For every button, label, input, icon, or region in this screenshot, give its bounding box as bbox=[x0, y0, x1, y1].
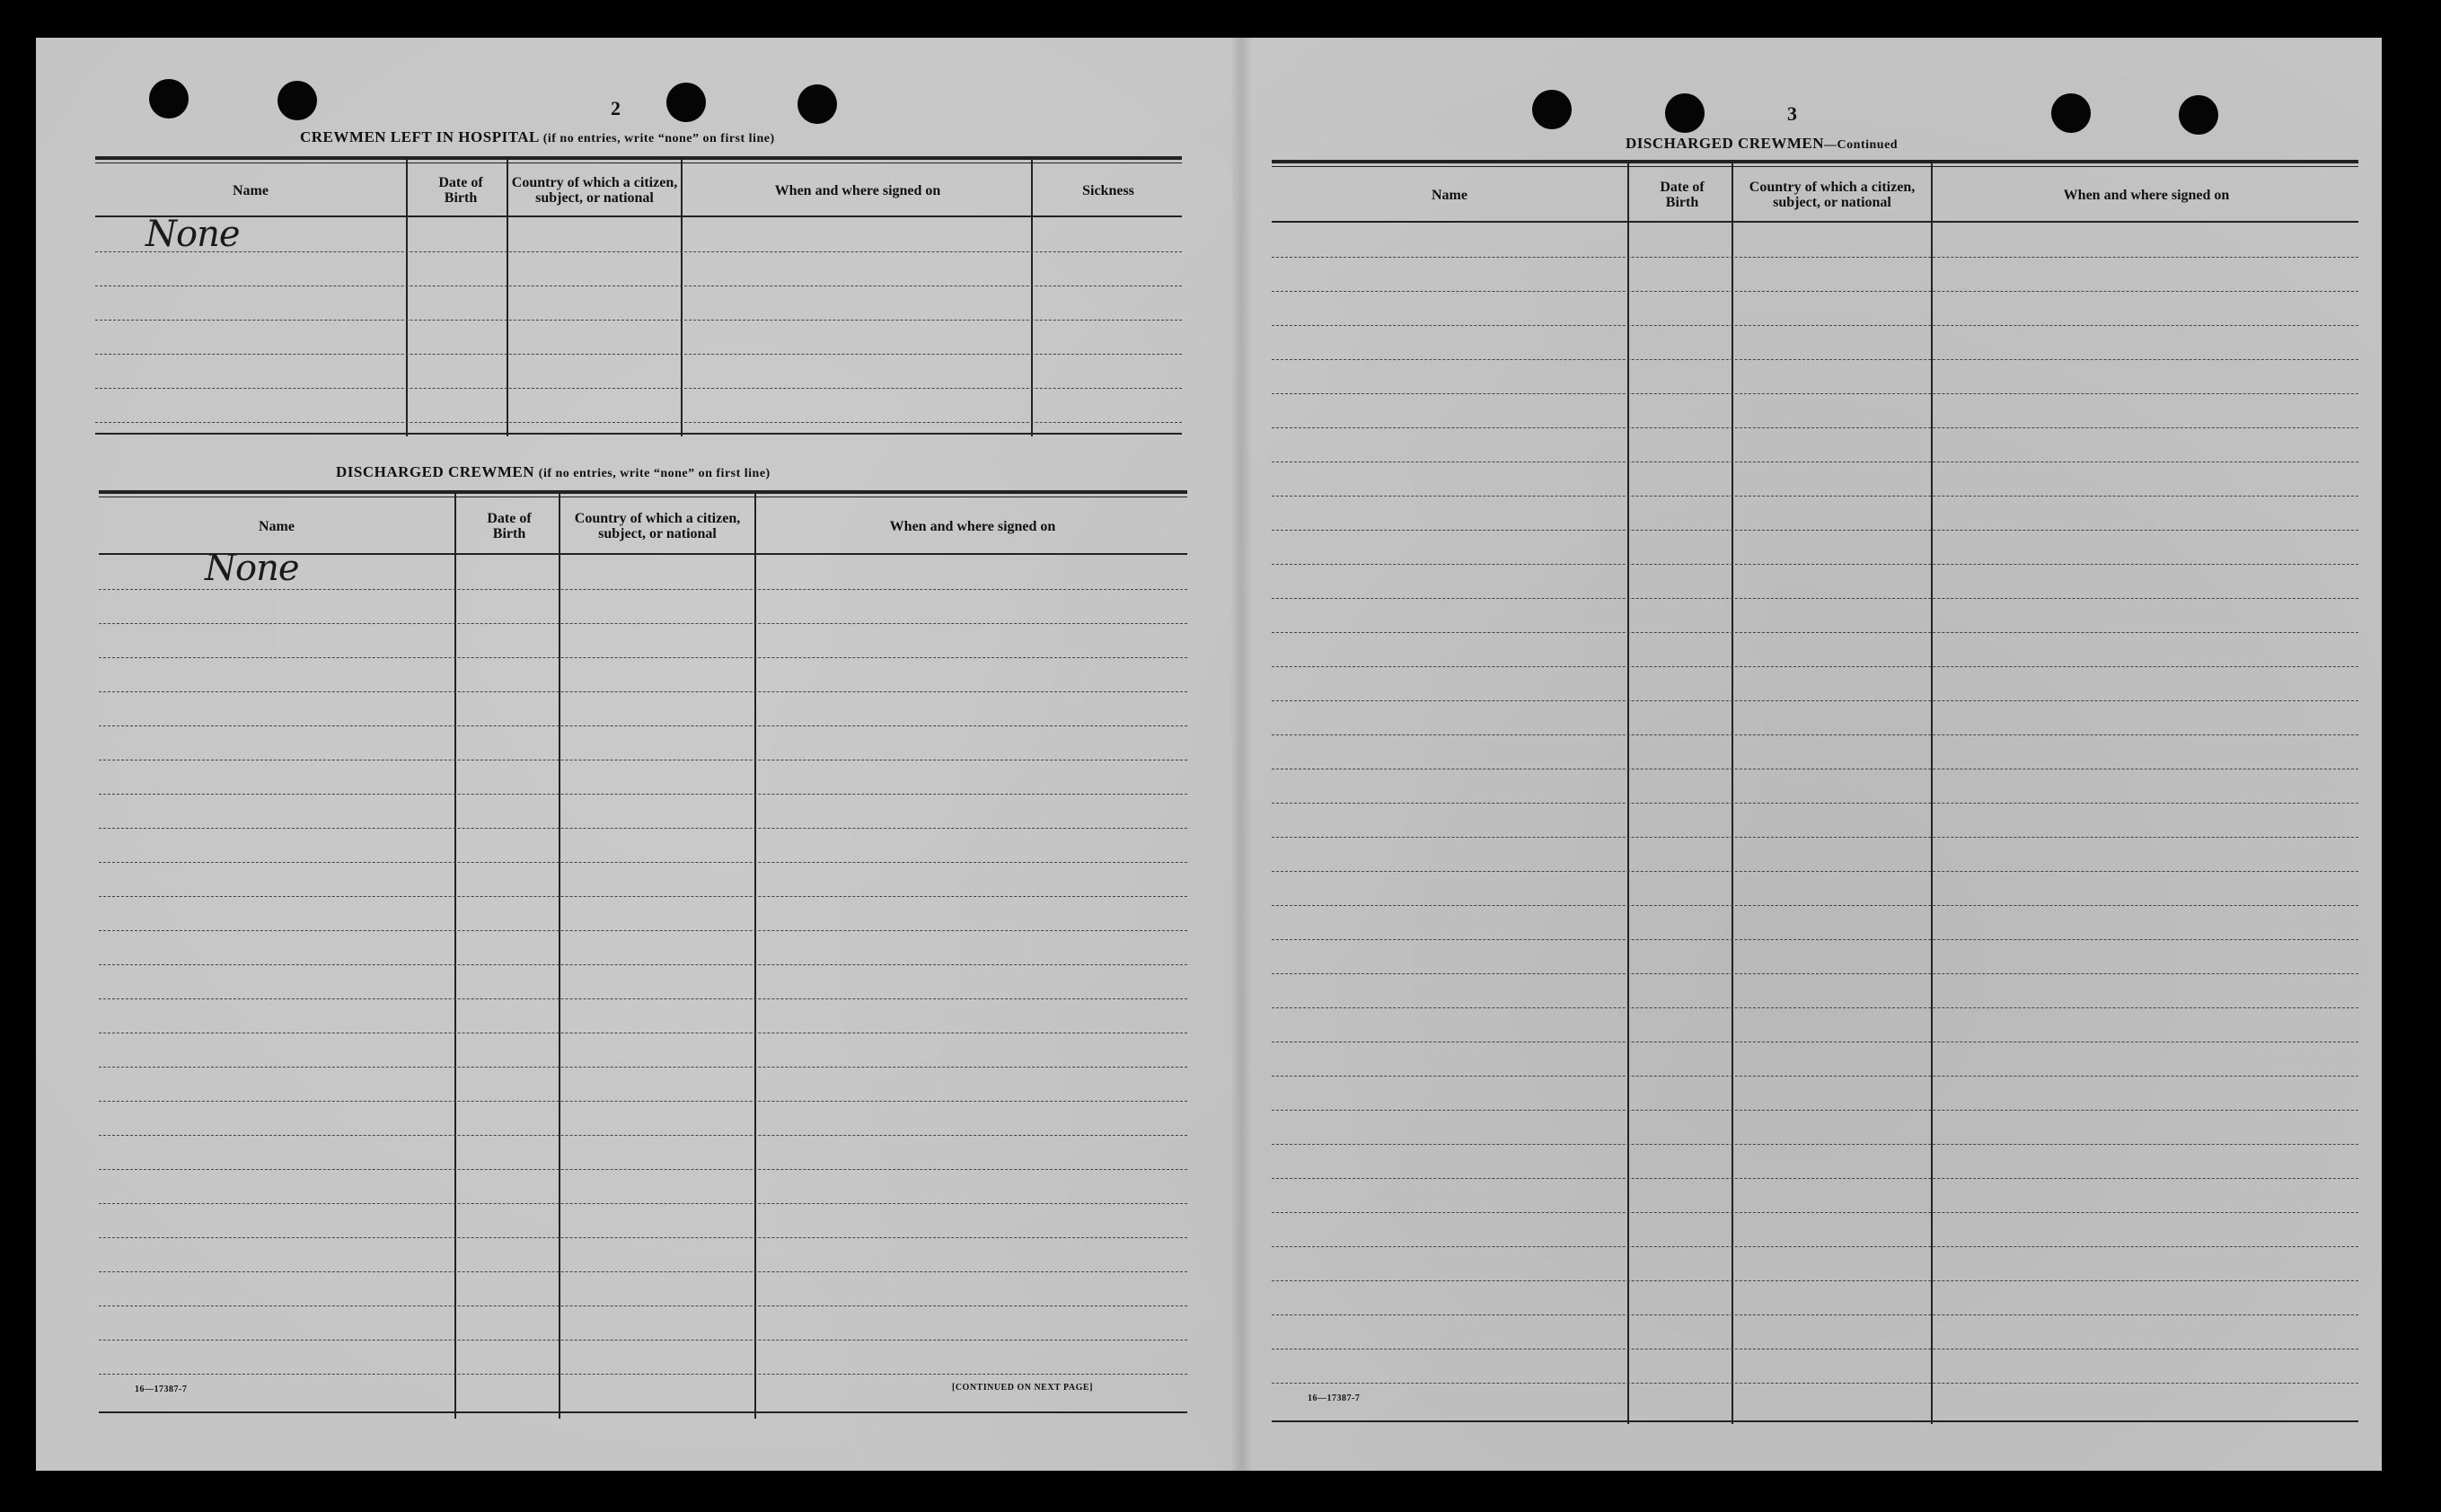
column-header-sickness: Sickness bbox=[1082, 182, 1134, 198]
handwritten-none-discharged: None bbox=[205, 548, 299, 589]
table-row bbox=[1272, 1110, 2358, 1111]
discharged-continued-title-text: DISCHARGED CREWMEN bbox=[1626, 135, 1825, 152]
table-row bbox=[99, 1340, 1187, 1341]
hospital-section-title bbox=[300, 128, 775, 146]
discharged-continued-title bbox=[1626, 135, 1898, 153]
table-row bbox=[1272, 632, 2358, 633]
table-row bbox=[1272, 291, 2358, 292]
table-bottom-rule bbox=[95, 433, 1182, 435]
punch-hole bbox=[2051, 93, 2091, 133]
punch-hole bbox=[149, 79, 189, 119]
document-sheet bbox=[36, 38, 2382, 1471]
table-row bbox=[99, 589, 1187, 590]
table-row bbox=[1272, 1076, 2358, 1077]
table-row bbox=[1272, 1314, 2358, 1315]
table-row bbox=[1272, 325, 2358, 326]
header-rule bbox=[95, 215, 1182, 217]
table-row bbox=[99, 657, 1187, 658]
table-row bbox=[99, 1305, 1187, 1306]
discharged-continued-table bbox=[1272, 160, 2358, 1424]
table-row bbox=[99, 1101, 1187, 1102]
column-header-date-of-birth: Date of Birth bbox=[487, 511, 532, 541]
column-divider bbox=[681, 156, 683, 436]
column-header-date-of-birth: Date of Birth bbox=[1660, 180, 1705, 210]
table-row bbox=[99, 1203, 1187, 1204]
table-row bbox=[1272, 359, 2358, 360]
table-row bbox=[1272, 257, 2358, 258]
punch-hole bbox=[666, 83, 706, 122]
column-divider bbox=[454, 490, 456, 1419]
table-row bbox=[1272, 837, 2358, 838]
table-row bbox=[1272, 973, 2358, 974]
table-row bbox=[1272, 1280, 2358, 1281]
table-top-rule bbox=[1272, 166, 2358, 167]
table-row bbox=[95, 320, 1182, 321]
table-row bbox=[1272, 393, 2358, 394]
discharged-section-title bbox=[336, 463, 771, 481]
table-row bbox=[99, 725, 1187, 726]
table-row bbox=[1272, 427, 2358, 428]
column-divider bbox=[1732, 160, 1733, 1424]
table-row bbox=[1272, 1178, 2358, 1179]
table-row bbox=[99, 862, 1187, 863]
column-divider bbox=[1031, 156, 1033, 436]
table-row bbox=[99, 930, 1187, 931]
table-row bbox=[99, 998, 1187, 999]
continued-suffix: —Continued bbox=[1824, 138, 1899, 152]
table-row bbox=[1272, 700, 2358, 701]
discharged-title-instruction: (if no entries, write “none” on first line) bbox=[538, 467, 771, 480]
form-number-right: 16—17387-7 bbox=[1308, 1393, 1361, 1403]
punch-hole bbox=[798, 84, 837, 124]
table-bottom-rule bbox=[99, 1411, 1187, 1413]
table-row bbox=[1272, 598, 2358, 599]
table-row bbox=[99, 1271, 1187, 1272]
hospital-table bbox=[95, 156, 1182, 436]
column-divider bbox=[1627, 160, 1629, 1424]
table-row bbox=[1272, 1383, 2358, 1384]
column-header-name: Name bbox=[259, 518, 295, 534]
column-header-signed-on: When and where signed on bbox=[2063, 187, 2230, 203]
table-row bbox=[99, 1237, 1187, 1238]
table-row bbox=[1272, 1007, 2358, 1008]
column-header-country: Country of which a citizen, subject, or national bbox=[1749, 180, 1916, 210]
table-row bbox=[1272, 734, 2358, 735]
column-header-signed-on: When and where signed on bbox=[774, 182, 941, 198]
discharged-title-text: DISCHARGED CREWMEN bbox=[336, 463, 535, 480]
column-header-country: Country of which a citizen, subject, or national bbox=[574, 511, 741, 541]
hospital-title-instruction: (if no entries, write “none” on first line) bbox=[542, 132, 775, 145]
table-row bbox=[95, 251, 1182, 252]
punch-hole bbox=[1665, 93, 1705, 133]
discharged-table bbox=[99, 490, 1187, 1419]
table-row bbox=[99, 1067, 1187, 1068]
page-fold bbox=[1230, 38, 1252, 1471]
page-number-right: 3 bbox=[1787, 102, 1797, 125]
table-row bbox=[1272, 496, 2358, 497]
page-number-left: 2 bbox=[611, 97, 621, 119]
table-row bbox=[99, 1169, 1187, 1170]
table-row bbox=[1272, 1144, 2358, 1145]
table-row bbox=[1272, 803, 2358, 804]
column-header-name: Name bbox=[1432, 187, 1467, 203]
punch-hole bbox=[2179, 95, 2218, 135]
table-row bbox=[99, 1374, 1187, 1375]
hospital-title-text: CREWMEN LEFT IN HOSPITAL bbox=[300, 128, 539, 145]
table-row bbox=[95, 388, 1182, 389]
column-divider bbox=[559, 490, 560, 1419]
table-row bbox=[99, 828, 1187, 829]
table-top-rule bbox=[95, 156, 1182, 160]
column-divider bbox=[507, 156, 508, 436]
table-row bbox=[1272, 939, 2358, 940]
table-top-rule bbox=[99, 490, 1187, 494]
column-divider bbox=[754, 490, 756, 1419]
table-row bbox=[1272, 666, 2358, 667]
table-row bbox=[95, 354, 1182, 355]
table-row bbox=[99, 691, 1187, 692]
table-row bbox=[99, 896, 1187, 897]
table-row bbox=[99, 964, 1187, 965]
table-row bbox=[1272, 1212, 2358, 1213]
column-header-date-of-birth: Date of Birth bbox=[438, 175, 483, 206]
table-bottom-rule bbox=[1272, 1420, 2358, 1422]
column-divider bbox=[406, 156, 408, 436]
table-row bbox=[99, 794, 1187, 795]
table-row bbox=[1272, 905, 2358, 906]
column-header-country: Country of which a citizen, subject, or national bbox=[511, 175, 678, 206]
table-row bbox=[1272, 530, 2358, 531]
continued-note: [CONTINUED ON NEXT PAGE] bbox=[952, 1383, 1093, 1393]
table-row bbox=[99, 623, 1187, 624]
header-rule bbox=[1272, 221, 2358, 223]
table-row bbox=[1272, 564, 2358, 565]
punch-hole bbox=[1532, 90, 1572, 129]
punch-hole bbox=[278, 81, 317, 120]
form-number-left: 16—17387-7 bbox=[135, 1385, 188, 1394]
table-row bbox=[99, 1135, 1187, 1136]
column-divider bbox=[1931, 160, 1933, 1424]
table-row bbox=[95, 422, 1182, 423]
table-row bbox=[1272, 1246, 2358, 1247]
table-top-rule bbox=[1272, 160, 2358, 163]
column-header-name: Name bbox=[233, 182, 269, 198]
table-row bbox=[1272, 871, 2358, 872]
column-header-signed-on: When and where signed on bbox=[889, 518, 1056, 534]
handwritten-none-hospital: None bbox=[145, 214, 240, 255]
